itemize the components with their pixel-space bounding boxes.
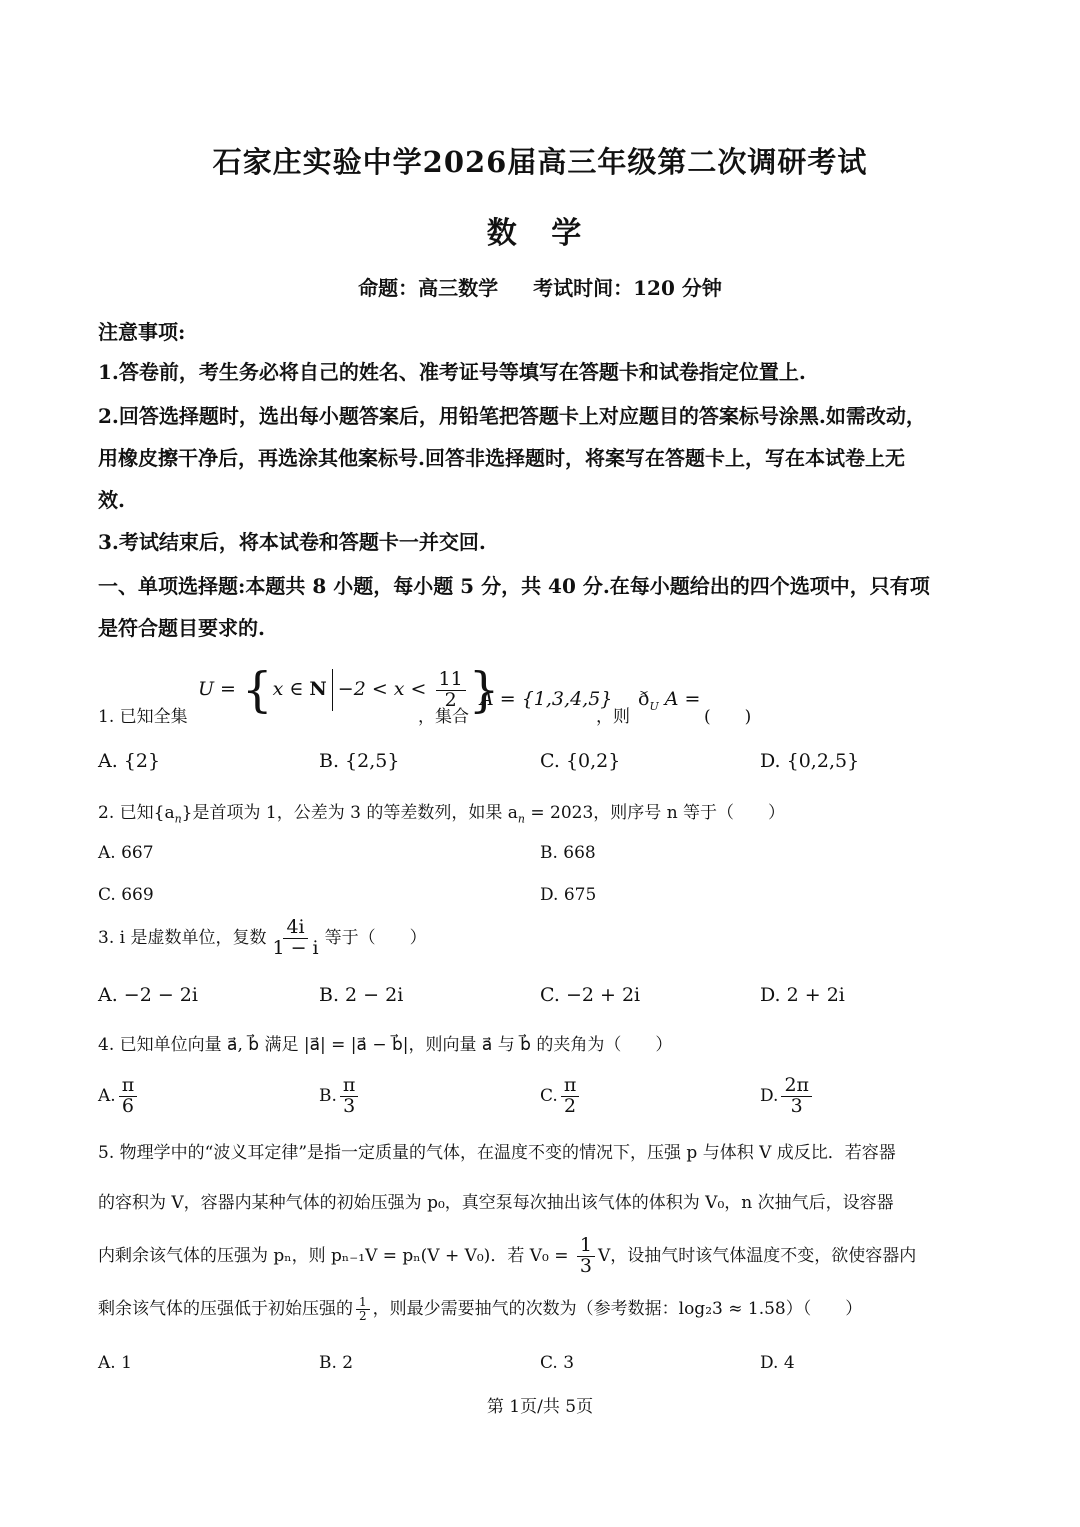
q5-option-d: D. 4 — [760, 1353, 795, 1373]
q1-option-c: C. {0,2} — [540, 750, 621, 772]
notice-item-2-line-2: 用橡皮擦干净后，再选涂其他案标号.回答非选择题时，将案写在答题卡上，写在本试卷上无 — [98, 446, 905, 470]
q1-paren: ( ) — [704, 707, 752, 727]
q5-option-c: C. 3 — [540, 1353, 575, 1373]
question-4: 4. 已知单位向量 a⃗, b⃗ 满足 |a⃗| = |a⃗ − b⃗|，则向量 a⃗ 与 b⃗ 的夹角为（ ） — [98, 1035, 673, 1055]
exam-subject: 数 学 — [486, 216, 594, 251]
q1-option-d: D. {0,2,5} — [760, 750, 860, 772]
q2-option-d: D. 675 — [540, 885, 597, 905]
question-5-line-3: 内剩余该气体的压强为 pₙ，则 pₙ₋₁V = pₙ(V + V₀)．若 V₀ = $\frac{1}{3}$ V，设抽气时该气体温度不变，欲使容器内 — [98, 1234, 917, 1277]
q4-option-d: D. $\frac{2\pi}{3}$ — [760, 1076, 815, 1117]
exam-duration: 考试时间：120 分钟 — [533, 276, 722, 300]
q3-option-b: B. 2 − 2i — [319, 984, 404, 1006]
q2-option-a: A. 667 — [98, 843, 154, 863]
q4-option-b: B. $\frac{\pi}{3}$ — [319, 1076, 361, 1117]
page-footer: 第 1页/共 5页 — [486, 1397, 594, 1417]
q1-option-a: A. {2} — [98, 750, 161, 772]
q2-option-b: B. 668 — [540, 843, 596, 863]
q5-option-b: B. 2 — [319, 1353, 354, 1373]
section-1-line-1: 一、单项选择题:本题共 8 小题，每小题 5 分，共 40 分.在每小题给出的四个选项中，只有项 — [98, 574, 930, 598]
q4-option-c: C. $\frac{\pi}{2}$ — [540, 1076, 582, 1117]
q3-fraction: $\frac{4i}{1 - i}$ — [272, 916, 319, 959]
section-1-line-2: 是符合题目要求的. — [98, 616, 265, 640]
question-2: 2. 已知$\{a_n\}$是首项为 1，公差为 3 的等差数列，如果 $a_n = 2023$，则序号 n 等于（ ） — [98, 803, 786, 826]
exam-title: 石家庄实验中学2026届高三年级第二次调研考试 — [212, 145, 868, 179]
q5-fraction-half: $\frac{1}{2}$ — [356, 1296, 370, 1322]
q4-option-a: A. $\frac{\pi}{6}$ — [98, 1076, 140, 1117]
q1-fraction: $\frac{11}{2}$ — [436, 670, 466, 711]
q1-mid: ，集合 — [418, 707, 469, 727]
q2-option-c: C. 669 — [98, 885, 154, 905]
q1-right-brace: } — [468, 662, 500, 718]
q1-bar — [332, 669, 333, 711]
q1-complement: $ð_U$ A = — [638, 688, 701, 713]
q5-option-a: A. 1 — [98, 1353, 132, 1373]
q1-set-a: A = {1,3,4,5} — [480, 688, 613, 710]
question-5-line-4: 剩余该气体的压强低于初始压强的 $\frac{1}{2}$ ，则最少需要抽气的次数为（参考数据：log₂3 ≈ 1.58）（ ） — [98, 1295, 863, 1323]
q1-left-brace: { — [242, 662, 273, 718]
exam-meta — [0, 272, 1080, 301]
exam-author: 命题：高三数学 — [358, 276, 499, 300]
question-5-line-2: 的容积为 V，容器内某种气体的初始压强为 p₀，真空泵每次抽出该气体的体积为 V₀，n 次抽气后，设容器 — [98, 1193, 894, 1213]
q1-option-b: B. {2,5} — [319, 750, 400, 772]
question-3: 3. i 是虚数单位，复数 $\frac{4i}{1 - i}$ 等于（ ） — [98, 916, 427, 959]
notice-heading: 注意事项: — [98, 320, 186, 344]
q3-option-a: A. −2 − 2i — [98, 984, 198, 1006]
q1-set-u: U = {x ∈ N −2 < x < $\frac{11}{2}$ } — [198, 662, 500, 718]
q3-option-d: D. 2 + 2i — [760, 984, 845, 1006]
question-5-line-1: 5. 物理学中的“波义耳定律”是指一定质量的气体，在温度不变的情况下，压强 p 与体积 V 成反比．若容器 — [98, 1143, 896, 1163]
notice-item-1: 1.答卷前，考生务必将自己的姓名、准考证号等填写在答题卡和试卷指定位置上. — [98, 360, 806, 384]
q1-prefix: 1. 已知全集 — [98, 707, 188, 727]
notice-item-2-line-3: 效. — [98, 488, 125, 512]
notice-item-3: 3.考试结束后，将本试卷和答题卡一并交回. — [98, 530, 486, 554]
q5-fraction-third: $\frac{1}{3}$ — [577, 1236, 595, 1277]
q3-option-c: C. −2 + 2i — [540, 984, 641, 1006]
notice-item-2-line-1: 2.回答选择题时，选出每小题答案后，用铅笔把答题卡上对应题目的答案标号涂黑.如需改动， — [98, 404, 926, 428]
q1-suffix: ，则 — [596, 707, 630, 727]
